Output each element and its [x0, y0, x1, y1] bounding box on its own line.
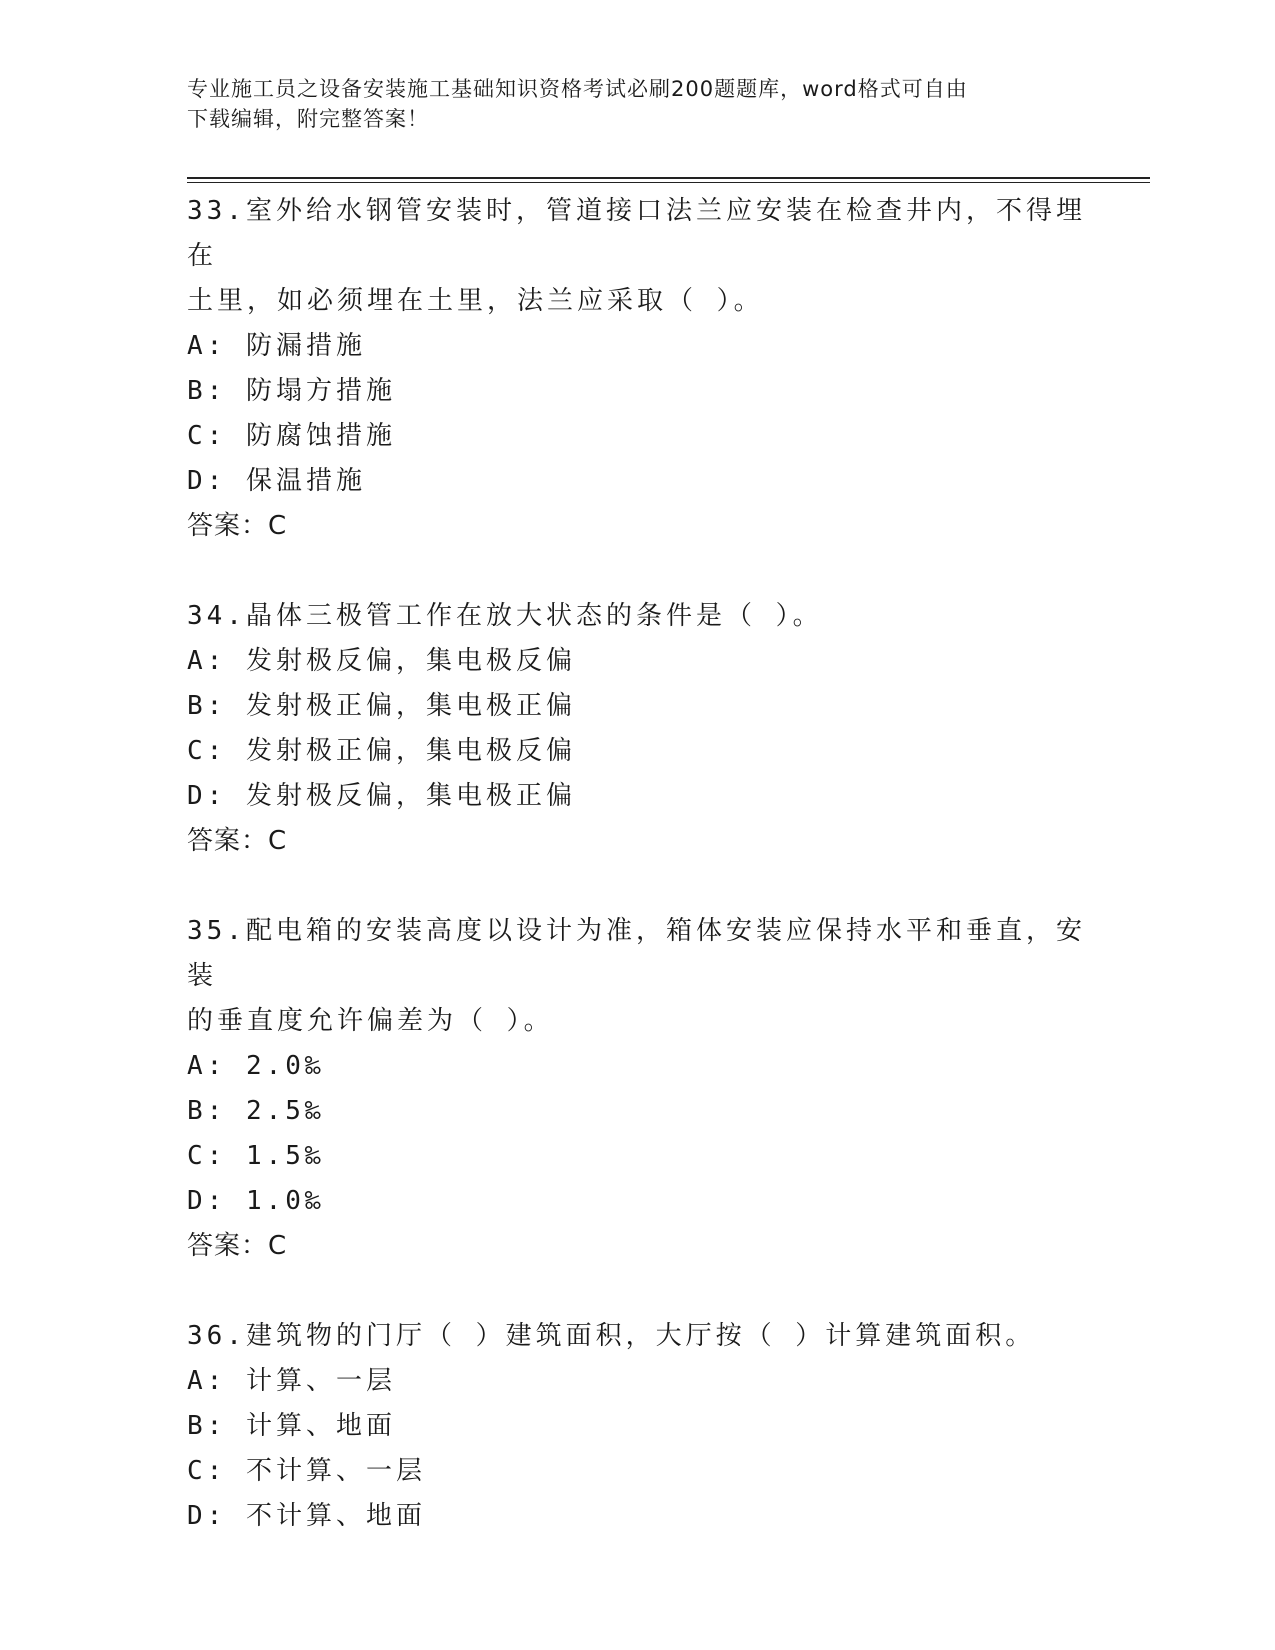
question-35 [187, 909, 1087, 1269]
answer: 答案：C [187, 1231, 288, 1261]
option-c: C: 防腐蚀措施 [187, 421, 396, 451]
option-d: D: 发射极反偏，集电极正偏 [187, 781, 576, 811]
question-list [187, 189, 1087, 1539]
question-stem-line-2: 的垂直度允许偏差为（ ）。 [187, 1006, 554, 1036]
header-line-1: 专业施工员之设备安装施工基础知识资格考试必刷200题题库，word格式可自由 [187, 77, 968, 101]
option-d: D: 1.0‰ [187, 1186, 325, 1216]
option-c: C: 1.5‰ [187, 1141, 325, 1171]
header-divider-top [187, 177, 1150, 179]
answer: 答案：C [187, 511, 288, 541]
option-c: C: 不计算、一层 [187, 1456, 426, 1486]
question-36 [187, 1314, 1087, 1539]
question-34 [187, 594, 1087, 864]
option-a: A: 发射极反偏，集电极反偏 [187, 646, 576, 676]
question-spacer [187, 864, 1087, 909]
document-header [187, 74, 1077, 134]
option-b: B: 计算、地面 [187, 1411, 396, 1441]
option-b: B: 防塌方措施 [187, 376, 396, 406]
question-33 [187, 189, 1087, 549]
option-a: A: 计算、一层 [187, 1366, 396, 1396]
option-d: D: 保温措施 [187, 466, 366, 496]
question-stem-line-1: 35.配电箱的安装高度以设计为准，箱体安装应保持水平和垂直，安装 [187, 916, 1086, 991]
question-stem-line-2: 土里，如必须埋在土里，法兰应采取（ ）。 [187, 286, 764, 316]
question-spacer [187, 549, 1087, 594]
question-stem-line-1: 34.晶体三极管工作在放大状态的条件是（ ）。 [187, 601, 823, 631]
option-d: D: 不计算、地面 [187, 1501, 426, 1531]
answer: 答案：C [187, 826, 288, 856]
option-a: A: 防漏措施 [187, 331, 366, 361]
option-b: B: 2.5‰ [187, 1096, 325, 1126]
option-b: B: 发射极正偏，集电极正偏 [187, 691, 576, 721]
header-divider-bottom [187, 182, 1150, 183]
option-a: A: 2.0‰ [187, 1051, 325, 1081]
question-stem-line-1: 33.室外给水钢管安装时，管道接口法兰应安装在检查井内，不得埋在 [187, 196, 1086, 271]
question-spacer [187, 1269, 1087, 1314]
header-line-2: 下载编辑，附完整答案！ [187, 107, 429, 131]
question-stem-line-1: 36.建筑物的门厅（ ）建筑面积，大厅按（ ）计算建筑面积。 [187, 1321, 1036, 1351]
option-c: C: 发射极正偏，集电极反偏 [187, 736, 576, 766]
